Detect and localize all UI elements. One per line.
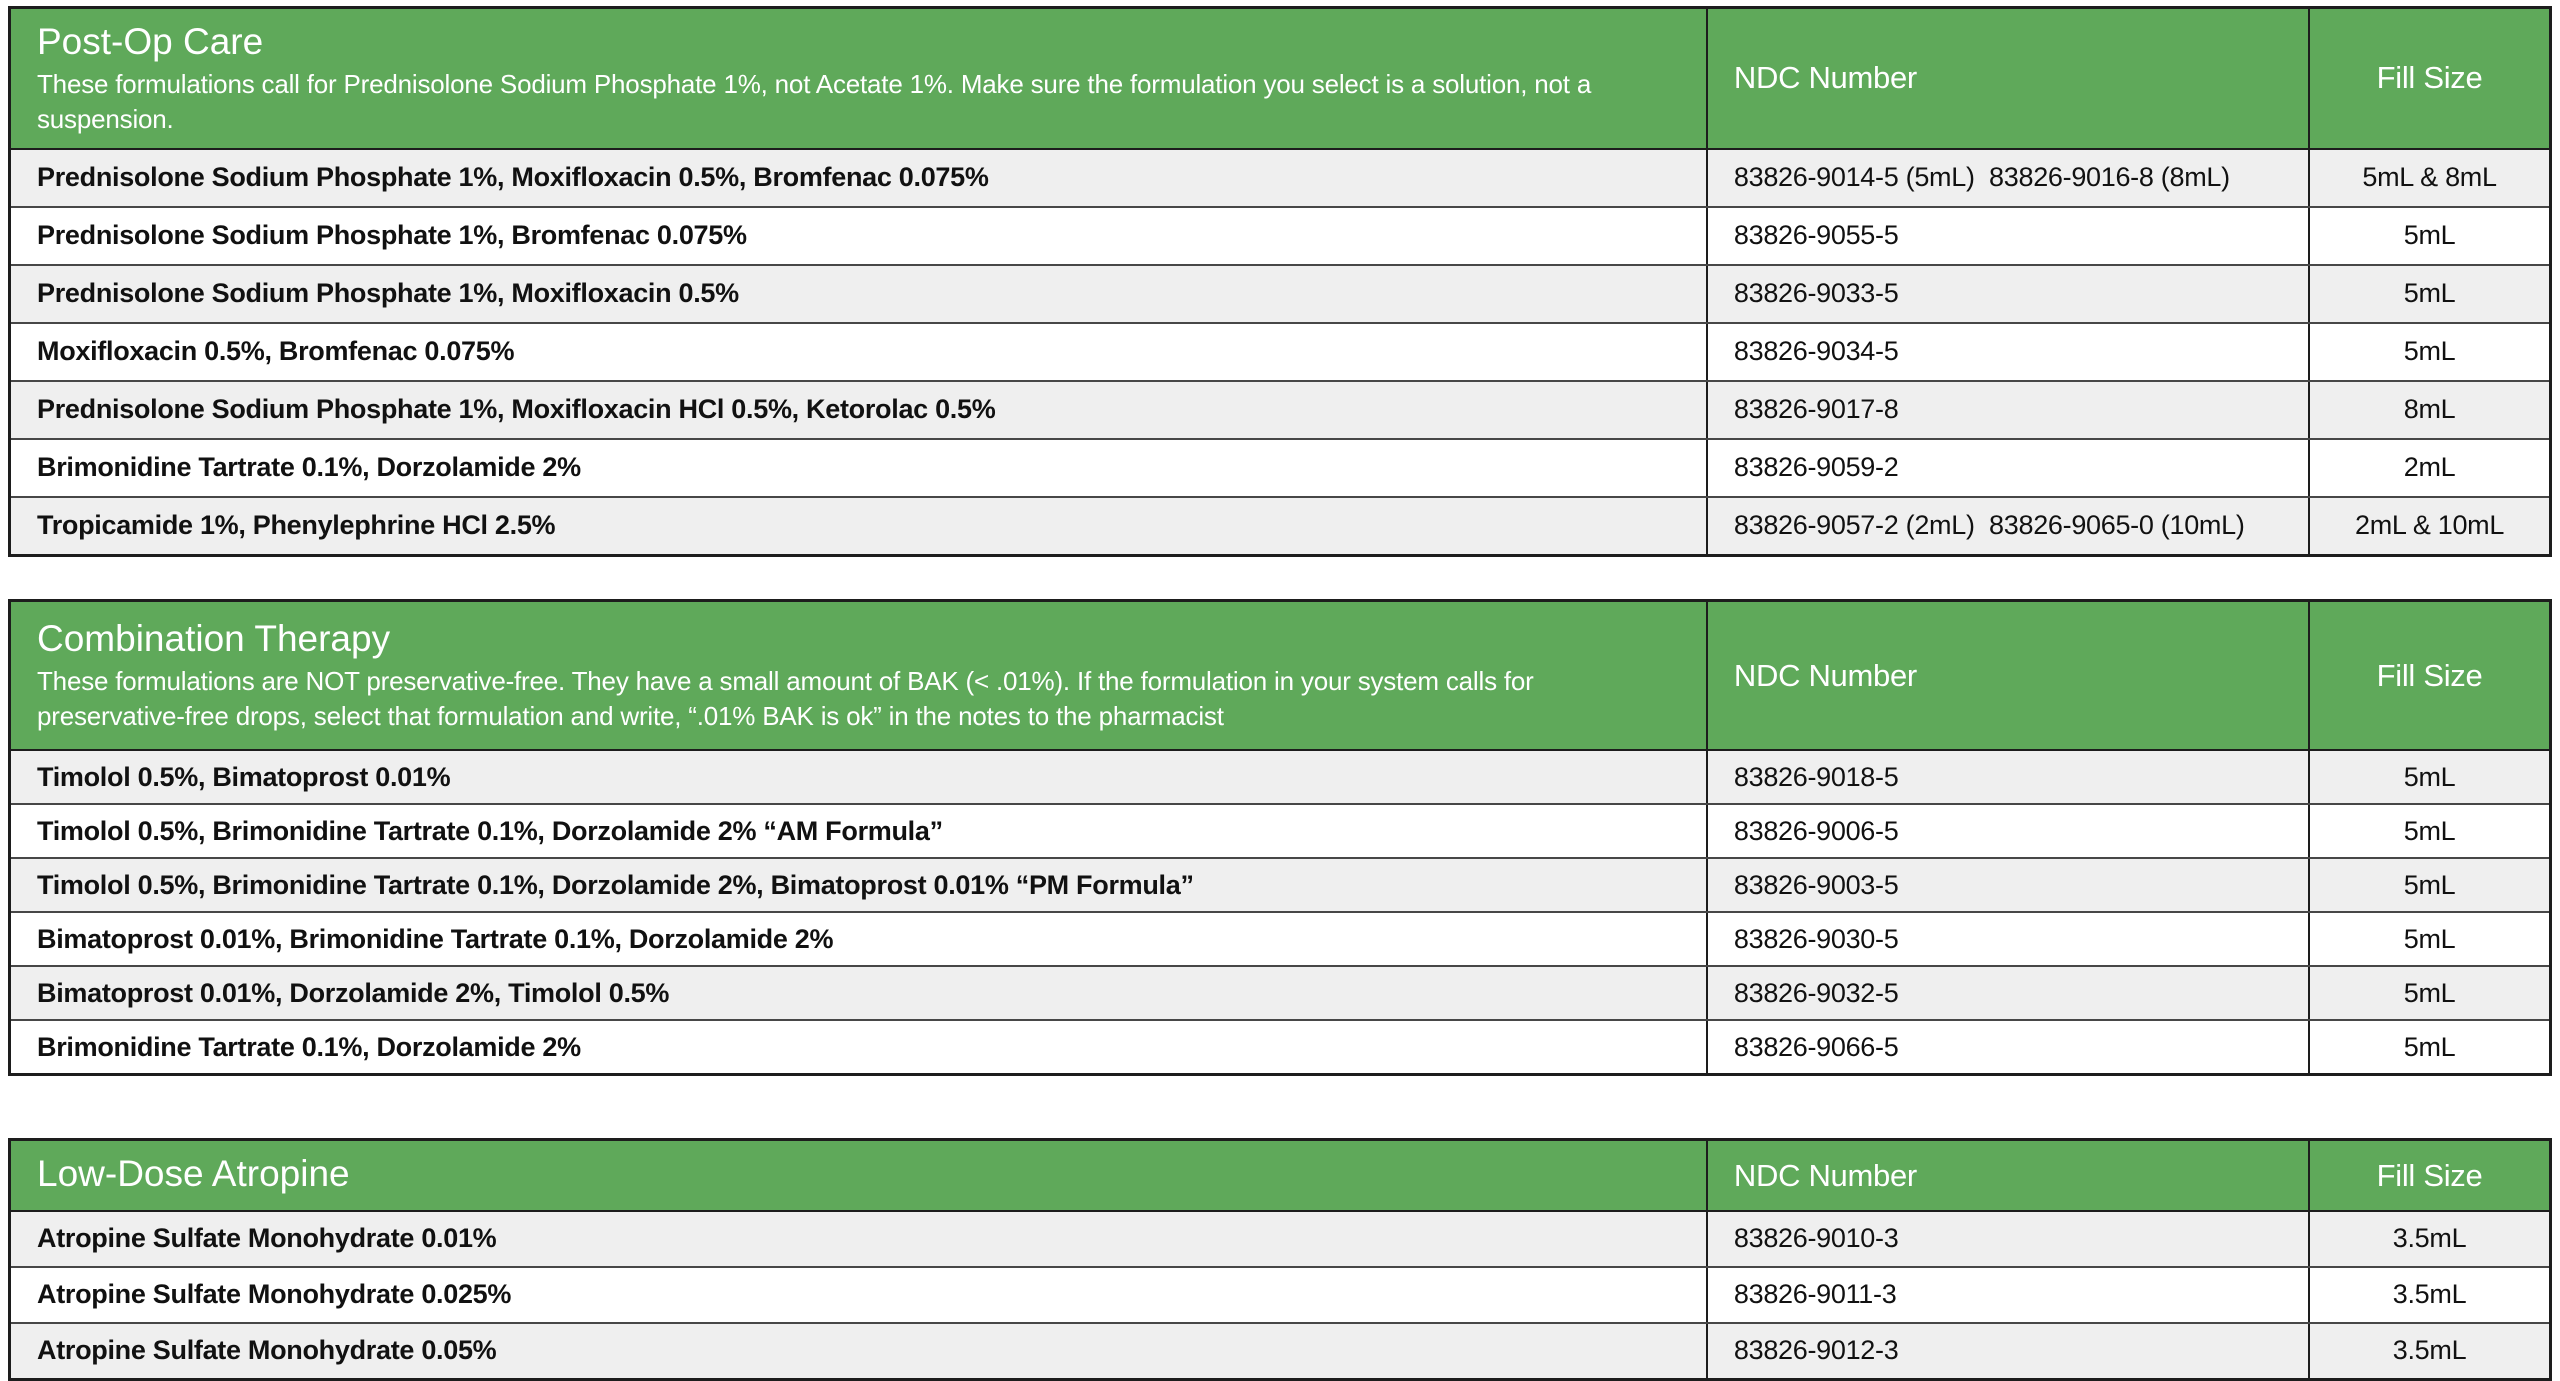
ndc-number-cell: 83826-9066-5	[1707, 1020, 2309, 1075]
post-op-care-rows	[10, 149, 2551, 556]
table-row	[10, 966, 2551, 1020]
fill-size-cell: 3.5mL	[2309, 1211, 2550, 1267]
combination-therapy-rows	[10, 750, 2551, 1075]
ndc-number-cell: 83826-9011-3	[1707, 1267, 2309, 1323]
formulation-cell: Timolol 0.5%, Brimonidine Tartrate 0.1%, Dorzolamide 2%, Bimatoprost 0.01% “PM Formula”	[10, 858, 1707, 912]
fill-size-cell: 5mL	[2309, 858, 2550, 912]
ndc-number-column-header: NDC Number	[1707, 8, 2309, 149]
formulation-cell: Prednisolone Sodium Phosphate 1%, Moxifloxacin 0.5%	[10, 265, 1707, 323]
ndc-number-column-header: NDC Number	[1707, 600, 2309, 750]
fill-size-cell: 3.5mL	[2309, 1323, 2550, 1380]
table-row	[10, 1211, 2551, 1267]
ndc-number-cell: 83826-9057-2 (2mL) 83826-9065-0 (10mL)	[1707, 497, 2309, 556]
table-header-row	[10, 600, 2551, 750]
formulation-cell: Atropine Sulfate Monohydrate 0.05%	[10, 1323, 1707, 1380]
combination-therapy-table	[8, 599, 2552, 1077]
ndc-number-cell: 83826-9010-3	[1707, 1211, 2309, 1267]
fill-size-cell: 5mL	[2309, 804, 2550, 858]
formulation-cell: Prednisolone Sodium Phosphate 1%, Moxifloxacin 0.5%, Bromfenac 0.075%	[10, 149, 1707, 207]
fill-size-cell: 5mL	[2309, 323, 2550, 381]
formulation-cell: Tropicamide 1%, Phenylephrine HCl 2.5%	[10, 497, 1707, 556]
ndc-number-cell: 83826-9006-5	[1707, 804, 2309, 858]
table-row	[10, 207, 2551, 265]
table-row	[10, 497, 2551, 556]
formulation-cell: Bimatoprost 0.01%, Dorzolamide 2%, Timolol 0.5%	[10, 966, 1707, 1020]
table-row	[10, 1323, 2551, 1380]
fill-size-cell: 5mL	[2309, 966, 2550, 1020]
formulation-cell: Moxifloxacin 0.5%, Bromfenac 0.075%	[10, 323, 1707, 381]
table-row	[10, 1020, 2551, 1075]
table-row	[10, 323, 2551, 381]
table-row	[10, 381, 2551, 439]
formulation-cell: Bimatoprost 0.01%, Brimonidine Tartrate 0.1%, Dorzolamide 2%	[10, 912, 1707, 966]
formulation-cell: Prednisolone Sodium Phosphate 1%, Moxifloxacin HCl 0.5%, Ketorolac 0.5%	[10, 381, 1707, 439]
table-title: Low-Dose Atropine	[37, 1153, 350, 1195]
fill-size-cell: 5mL	[2309, 1020, 2550, 1075]
ndc-number-cell: 83826-9055-5	[1707, 207, 2309, 265]
table-title-cell	[10, 600, 1707, 750]
fill-size-cell: 5mL & 8mL	[2309, 149, 2550, 207]
table-row	[10, 858, 2551, 912]
table-title: Combination Therapy	[37, 618, 391, 660]
fill-size-column-header: Fill Size	[2309, 1140, 2550, 1211]
ndc-number-cell: 83826-9014-5 (5mL) 83826-9016-8 (8mL)	[1707, 149, 2309, 207]
formulation-cell: Atropine Sulfate Monohydrate 0.025%	[10, 1267, 1707, 1323]
low-dose-atropine-table	[8, 1138, 2552, 1380]
fill-size-cell: 5mL	[2309, 912, 2550, 966]
ndc-number-cell: 83826-9018-5	[1707, 750, 2309, 804]
ndc-number-cell: 83826-9032-5	[1707, 966, 2309, 1020]
table-subtitle: These formulations call for Prednisolone Sodium Phosphate 1%, not Acetate 1%. Make sure the formulation you select is a solution, not a suspension.	[37, 69, 1592, 134]
fill-size-cell: 5mL	[2309, 265, 2550, 323]
formulation-cell: Brimonidine Tartrate 0.1%, Dorzolamide 2%	[10, 1020, 1707, 1075]
fill-size-cell: 8mL	[2309, 381, 2550, 439]
fill-size-cell: 5mL	[2309, 207, 2550, 265]
ndc-number-cell: 83826-9012-3	[1707, 1323, 2309, 1380]
formulation-cell: Atropine Sulfate Monohydrate 0.01%	[10, 1211, 1707, 1267]
fill-size-cell: 3.5mL	[2309, 1267, 2550, 1323]
table-row	[10, 912, 2551, 966]
fill-size-cell: 2mL & 10mL	[2309, 497, 2550, 556]
table-header-row	[10, 1140, 2551, 1211]
ndc-number-cell: 83826-9003-5	[1707, 858, 2309, 912]
ndc-number-column-header: NDC Number	[1707, 1140, 2309, 1211]
table-title-cell	[10, 1140, 1707, 1211]
formulation-cell: Brimonidine Tartrate 0.1%, Dorzolamide 2%	[10, 439, 1707, 497]
fill-size-column-header: Fill Size	[2309, 600, 2550, 750]
table-row	[10, 439, 2551, 497]
ndc-number-cell: 83826-9017-8	[1707, 381, 2309, 439]
post-op-care-table	[8, 6, 2552, 557]
table-subtitle: These formulations are NOT preservative-free. They have a small amount of BAK (< .01%). If the formulation in your system calls for preservative-free drops, select that formulation and write, “.01% BAK is ok” in the notes to the pharmacist	[37, 666, 1534, 731]
fill-size-cell: 2mL	[2309, 439, 2550, 497]
ndc-number-cell: 83826-9033-5	[1707, 265, 2309, 323]
formulation-cell: Timolol 0.5%, Bimatoprost 0.01%	[10, 750, 1707, 804]
ndc-number-cell: 83826-9030-5	[1707, 912, 2309, 966]
formulation-cell: Prednisolone Sodium Phosphate 1%, Bromfenac 0.075%	[10, 207, 1707, 265]
table-row	[10, 804, 2551, 858]
fill-size-column-header: Fill Size	[2309, 8, 2550, 149]
fill-size-cell: 5mL	[2309, 750, 2550, 804]
ndc-number-cell: 83826-9034-5	[1707, 323, 2309, 381]
table-row	[10, 750, 2551, 804]
table-row	[10, 149, 2551, 207]
table-row	[10, 265, 2551, 323]
low-dose-atropine-rows	[10, 1211, 2551, 1380]
ndc-number-cell: 83826-9059-2	[1707, 439, 2309, 497]
formulation-cell: Timolol 0.5%, Brimonidine Tartrate 0.1%, Dorzolamide 2% “AM Formula”	[10, 804, 1707, 858]
table-header-row	[10, 8, 2551, 149]
table-row	[10, 1267, 2551, 1323]
table-title-cell	[10, 8, 1707, 149]
table-title: Post-Op Care	[37, 21, 264, 62]
